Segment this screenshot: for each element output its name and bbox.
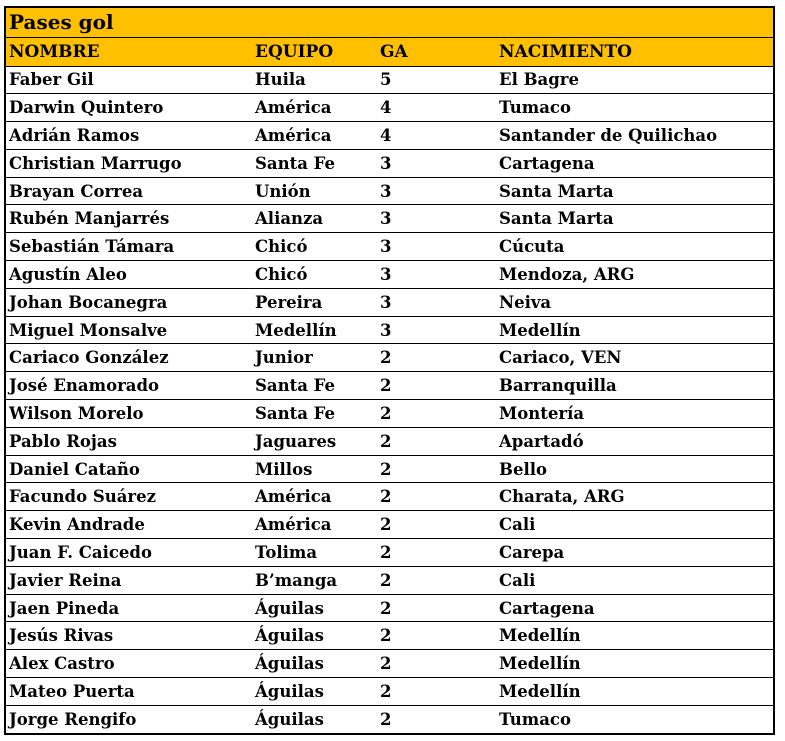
birthplace-cell: Santander de Quilichao xyxy=(499,125,718,145)
birthplace-cell: Tumaco xyxy=(499,709,571,729)
player-name-cell: Jaen Pineda xyxy=(9,598,120,618)
table-row xyxy=(6,427,773,455)
player-name-cell: Alex Castro xyxy=(9,654,115,674)
table-row xyxy=(6,705,773,733)
table-row xyxy=(6,455,773,483)
table-row xyxy=(6,400,773,428)
table-row xyxy=(6,678,773,706)
assists-cell: 2 xyxy=(380,403,392,423)
player-name-cell: Cariaco González xyxy=(9,348,169,368)
team-cell: Millos xyxy=(255,459,313,479)
birthplace-cell: Apartadó xyxy=(499,431,584,451)
column-header-ga: GA xyxy=(374,38,496,66)
player-name-cell: Wilson Morelo xyxy=(9,403,144,423)
player-name-cell: Pablo Rojas xyxy=(9,431,117,451)
table-header xyxy=(6,38,773,66)
table-row xyxy=(6,344,773,372)
birthplace-cell: Mendoza, ARG xyxy=(499,264,635,284)
assists-cell: 2 xyxy=(380,598,392,618)
team-cell: Unión xyxy=(255,181,311,201)
birthplace-cell: Medellín xyxy=(499,681,581,701)
birthplace-cell: Cali xyxy=(499,570,536,590)
assists-cell: 2 xyxy=(380,376,392,396)
player-name-cell: Mateo Puerta xyxy=(9,681,135,701)
assists-table-sheet xyxy=(4,6,775,735)
table-row xyxy=(6,316,773,344)
team-cell: América xyxy=(255,98,332,118)
player-name-cell: Rubén Manjarrés xyxy=(9,209,170,229)
birthplace-cell: Neiva xyxy=(499,292,552,312)
assists-cell: 2 xyxy=(380,348,392,368)
player-name-cell: Darwin Quintero xyxy=(9,98,164,118)
table-row xyxy=(6,205,773,233)
table-row xyxy=(6,372,773,400)
assists-cell: 3 xyxy=(380,237,392,257)
team-cell: Águilas xyxy=(255,681,324,701)
player-name-cell: Sebastián Támara xyxy=(9,237,175,257)
team-cell: Santa Fe xyxy=(255,376,335,396)
birthplace-cell: Santa Marta xyxy=(499,209,614,229)
assists-table xyxy=(6,38,773,733)
assists-cell: 4 xyxy=(380,125,392,145)
birthplace-cell: El Bagre xyxy=(499,70,579,90)
player-name-cell: Agustín Aleo xyxy=(9,264,127,284)
player-name-cell: Facundo Suárez xyxy=(9,487,156,507)
table-row xyxy=(6,233,773,261)
team-cell: Águilas xyxy=(255,598,324,618)
assists-cell: 3 xyxy=(380,209,392,229)
player-name-cell: José Enamorado xyxy=(9,376,159,396)
team-cell: América xyxy=(255,125,332,145)
table-row xyxy=(6,122,773,150)
birthplace-cell: Montería xyxy=(499,403,585,423)
player-name-cell: Javier Reina xyxy=(9,570,122,590)
assists-cell: 2 xyxy=(380,654,392,674)
table-row xyxy=(6,566,773,594)
player-name-cell: Juan F. Caicedo xyxy=(9,542,152,562)
team-cell: Chicó xyxy=(255,237,308,257)
birthplace-cell: Tumaco xyxy=(499,98,571,118)
player-name-cell: Faber Gil xyxy=(9,70,94,90)
assists-cell: 2 xyxy=(380,431,392,451)
team-cell: Pereira xyxy=(255,292,323,312)
table-row xyxy=(6,66,773,94)
birthplace-cell: Medellín xyxy=(499,320,581,340)
table-row xyxy=(6,622,773,650)
player-name-cell: Christian Marrugo xyxy=(9,153,182,173)
player-name-cell: Johan Bocanegra xyxy=(9,292,168,312)
birthplace-cell: Cúcuta xyxy=(499,237,565,257)
team-cell: Águilas xyxy=(255,709,324,729)
team-cell: Águilas xyxy=(255,654,324,674)
team-cell: Huila xyxy=(255,70,306,90)
team-cell: Santa Fe xyxy=(255,153,335,173)
assists-cell: 3 xyxy=(380,264,392,284)
assists-cell: 2 xyxy=(380,681,392,701)
header-row xyxy=(6,38,773,66)
assists-cell: 2 xyxy=(380,542,392,562)
table-row xyxy=(6,539,773,567)
team-cell: Junior xyxy=(255,348,313,368)
table-row xyxy=(6,177,773,205)
team-cell: Jaguares xyxy=(255,431,337,451)
table-title: Pases gol xyxy=(6,8,773,38)
player-name-cell: Kevin Andrade xyxy=(9,515,145,535)
birthplace-cell: Cariaco, VEN xyxy=(499,348,622,368)
birthplace-cell: Santa Marta xyxy=(499,181,614,201)
assists-cell: 2 xyxy=(380,570,392,590)
assists-cell: 3 xyxy=(380,292,392,312)
birthplace-cell: Cartagena xyxy=(499,598,595,618)
table-row xyxy=(6,650,773,678)
assists-cell: 2 xyxy=(380,487,392,507)
column-header-name: NOMBRE xyxy=(6,38,252,66)
assists-cell: 3 xyxy=(380,320,392,340)
birthplace-cell: Charata, ARG xyxy=(499,487,625,507)
assists-cell: 2 xyxy=(380,709,392,729)
team-cell: Tolima xyxy=(255,542,318,562)
team-cell: Alianza xyxy=(255,209,324,229)
birthplace-cell: Medellín xyxy=(499,654,581,674)
assists-cell: 2 xyxy=(380,626,392,646)
birthplace-cell: Carepa xyxy=(499,542,565,562)
table-row xyxy=(6,483,773,511)
team-cell: Águilas xyxy=(255,626,324,646)
table-body xyxy=(6,66,773,733)
player-name-cell: Jorge Rengifo xyxy=(9,709,137,729)
player-name-cell: Jesús Rivas xyxy=(9,626,114,646)
table-row xyxy=(6,149,773,177)
birthplace-cell: Medellín xyxy=(499,626,581,646)
player-name-cell: Brayan Correa xyxy=(9,181,144,201)
team-cell: América xyxy=(255,515,332,535)
assists-cell: 5 xyxy=(380,70,392,90)
table-row xyxy=(6,511,773,539)
team-cell: América xyxy=(255,487,332,507)
birthplace-cell: Bello xyxy=(499,459,547,479)
column-header-birthplace: NACIMIENTO xyxy=(496,38,773,66)
table-row xyxy=(6,261,773,289)
team-cell: B’manga xyxy=(255,570,338,590)
assists-cell: 4 xyxy=(380,98,392,118)
assists-cell: 2 xyxy=(380,459,392,479)
table-row xyxy=(6,594,773,622)
table-row xyxy=(6,94,773,122)
birthplace-cell: Cali xyxy=(499,515,536,535)
team-cell: Chicó xyxy=(255,264,308,284)
assists-cell: 3 xyxy=(380,181,392,201)
birthplace-cell: Barranquilla xyxy=(499,376,617,396)
player-name-cell: Miguel Monsalve xyxy=(9,320,168,340)
birthplace-cell: Cartagena xyxy=(499,153,595,173)
player-name-cell: Daniel Cataño xyxy=(9,459,140,479)
team-cell: Santa Fe xyxy=(255,403,335,423)
team-cell: Medellín xyxy=(255,320,337,340)
assists-cell: 3 xyxy=(380,153,392,173)
column-header-team: EQUIPO xyxy=(252,38,374,66)
player-name-cell: Adrián Ramos xyxy=(9,125,140,145)
assists-cell: 2 xyxy=(380,515,392,535)
table-row xyxy=(6,288,773,316)
